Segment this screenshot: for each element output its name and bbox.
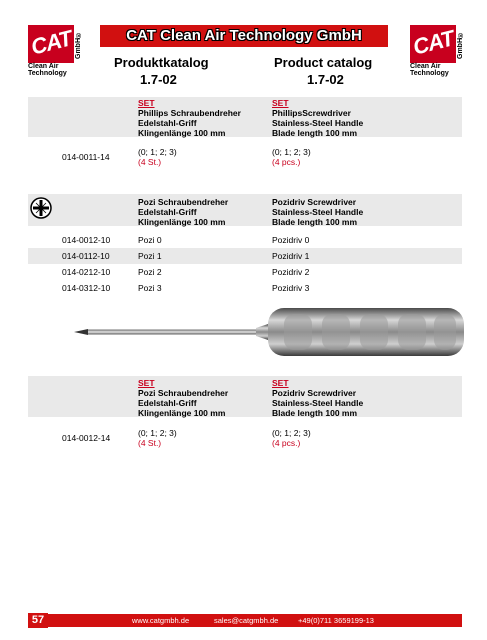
set-label-de: SET	[138, 378, 155, 388]
set-label-de: SET	[138, 98, 155, 108]
product-name-de: Pozi Schraubendreher	[138, 388, 229, 398]
blade-en: Blade length 100 mm	[272, 408, 358, 418]
product-description-box	[28, 194, 462, 226]
blade-de: Klingenlänge 100 mm	[138, 128, 226, 138]
logo-subtitle: Clean Air Technology	[410, 63, 449, 77]
handle-de: Edelstahl-Griff	[138, 398, 197, 408]
sizes-de: (0; 1; 2; 3)	[138, 147, 177, 157]
logo-text: CAT	[28, 25, 74, 60]
catalog-title-en: Product catalog	[274, 55, 373, 70]
blade-de: Klingenlänge 100 mm	[138, 217, 226, 227]
company-title-bar	[100, 25, 388, 47]
blade-de: Klingenlänge 100 mm	[138, 408, 226, 418]
product-name-en: PhillipsScrewdriver	[272, 108, 351, 118]
set-description-box	[28, 97, 462, 137]
handle-de: Edelstahl-Griff	[138, 118, 197, 128]
table-row: 014-0012-10 Pozi 0 Pozidriv 0	[62, 235, 310, 245]
company-logo-left	[28, 25, 86, 77]
blade-en: Blade length 100 mm	[272, 217, 358, 227]
phone-number: +49(0)711 3659199-13	[298, 616, 374, 625]
website-link[interactable]: www.catgmbh.de	[132, 616, 190, 625]
article-number: 014-0011-14	[62, 152, 110, 162]
section-number-de: 1.7-02	[140, 72, 177, 87]
logo-gmbh: GmbH®	[457, 31, 464, 59]
sizes-de: (0; 1; 2; 3)	[138, 428, 177, 438]
blade-en: Blade length 100 mm	[272, 128, 358, 138]
logo-gmbh: GmbH®	[75, 31, 82, 59]
handle-en: Stainless-Steel Handle	[272, 207, 364, 217]
company-logo-right	[410, 25, 468, 77]
catalog-title-de: Produktkatalog	[114, 55, 209, 70]
quantity-de: (4 St.)	[138, 157, 162, 167]
product-name-en: Pozidriv Screwdriver	[272, 197, 357, 207]
logo-text: CAT	[410, 25, 456, 60]
set-description-box	[28, 376, 462, 417]
set-label-en: SET	[272, 98, 289, 108]
table-row: 014-0312-10 Pozi 3 Pozidriv 3	[62, 283, 310, 293]
handle-en: Stainless-Steel Handle	[272, 398, 364, 408]
handle-de: Edelstahl-Griff	[138, 207, 197, 217]
pozidriv-symbol-icon	[30, 197, 52, 219]
article-number: 014-0012-14	[62, 433, 111, 443]
screwdriver-image	[70, 298, 466, 366]
sizes-en: (0; 1; 2; 3)	[272, 428, 311, 438]
email-link[interactable]: sales@catgmbh.de	[214, 616, 279, 625]
product-name-de: Phillips Schraubendreher	[138, 108, 241, 118]
product-name-de: Pozi Schraubendreher	[138, 197, 229, 207]
sizes-en: (0; 1; 2; 3)	[272, 147, 311, 157]
company-title: CAT Clean Air Technology GmbH	[126, 27, 362, 44]
quantity-en: (4 pcs.)	[272, 438, 301, 448]
section-number-en: 1.7-02	[307, 72, 344, 87]
table-row: 014-0112-10 Pozi 1 Pozidriv 1	[28, 248, 462, 264]
footer-bar	[28, 614, 462, 627]
handle-en: Stainless-Steel Handle	[272, 118, 364, 128]
page-number: 57	[28, 613, 48, 628]
product-name-en: Pozidriv Screwdriver	[272, 388, 357, 398]
quantity-en: (4 pcs.)	[272, 157, 301, 167]
table-row: 014-0212-10 Pozi 2 Pozidriv 2	[62, 267, 310, 277]
logo-subtitle: Clean Air Technology	[28, 63, 67, 77]
quantity-de: (4 St.)	[138, 438, 162, 448]
set-label-en: SET	[272, 378, 289, 388]
